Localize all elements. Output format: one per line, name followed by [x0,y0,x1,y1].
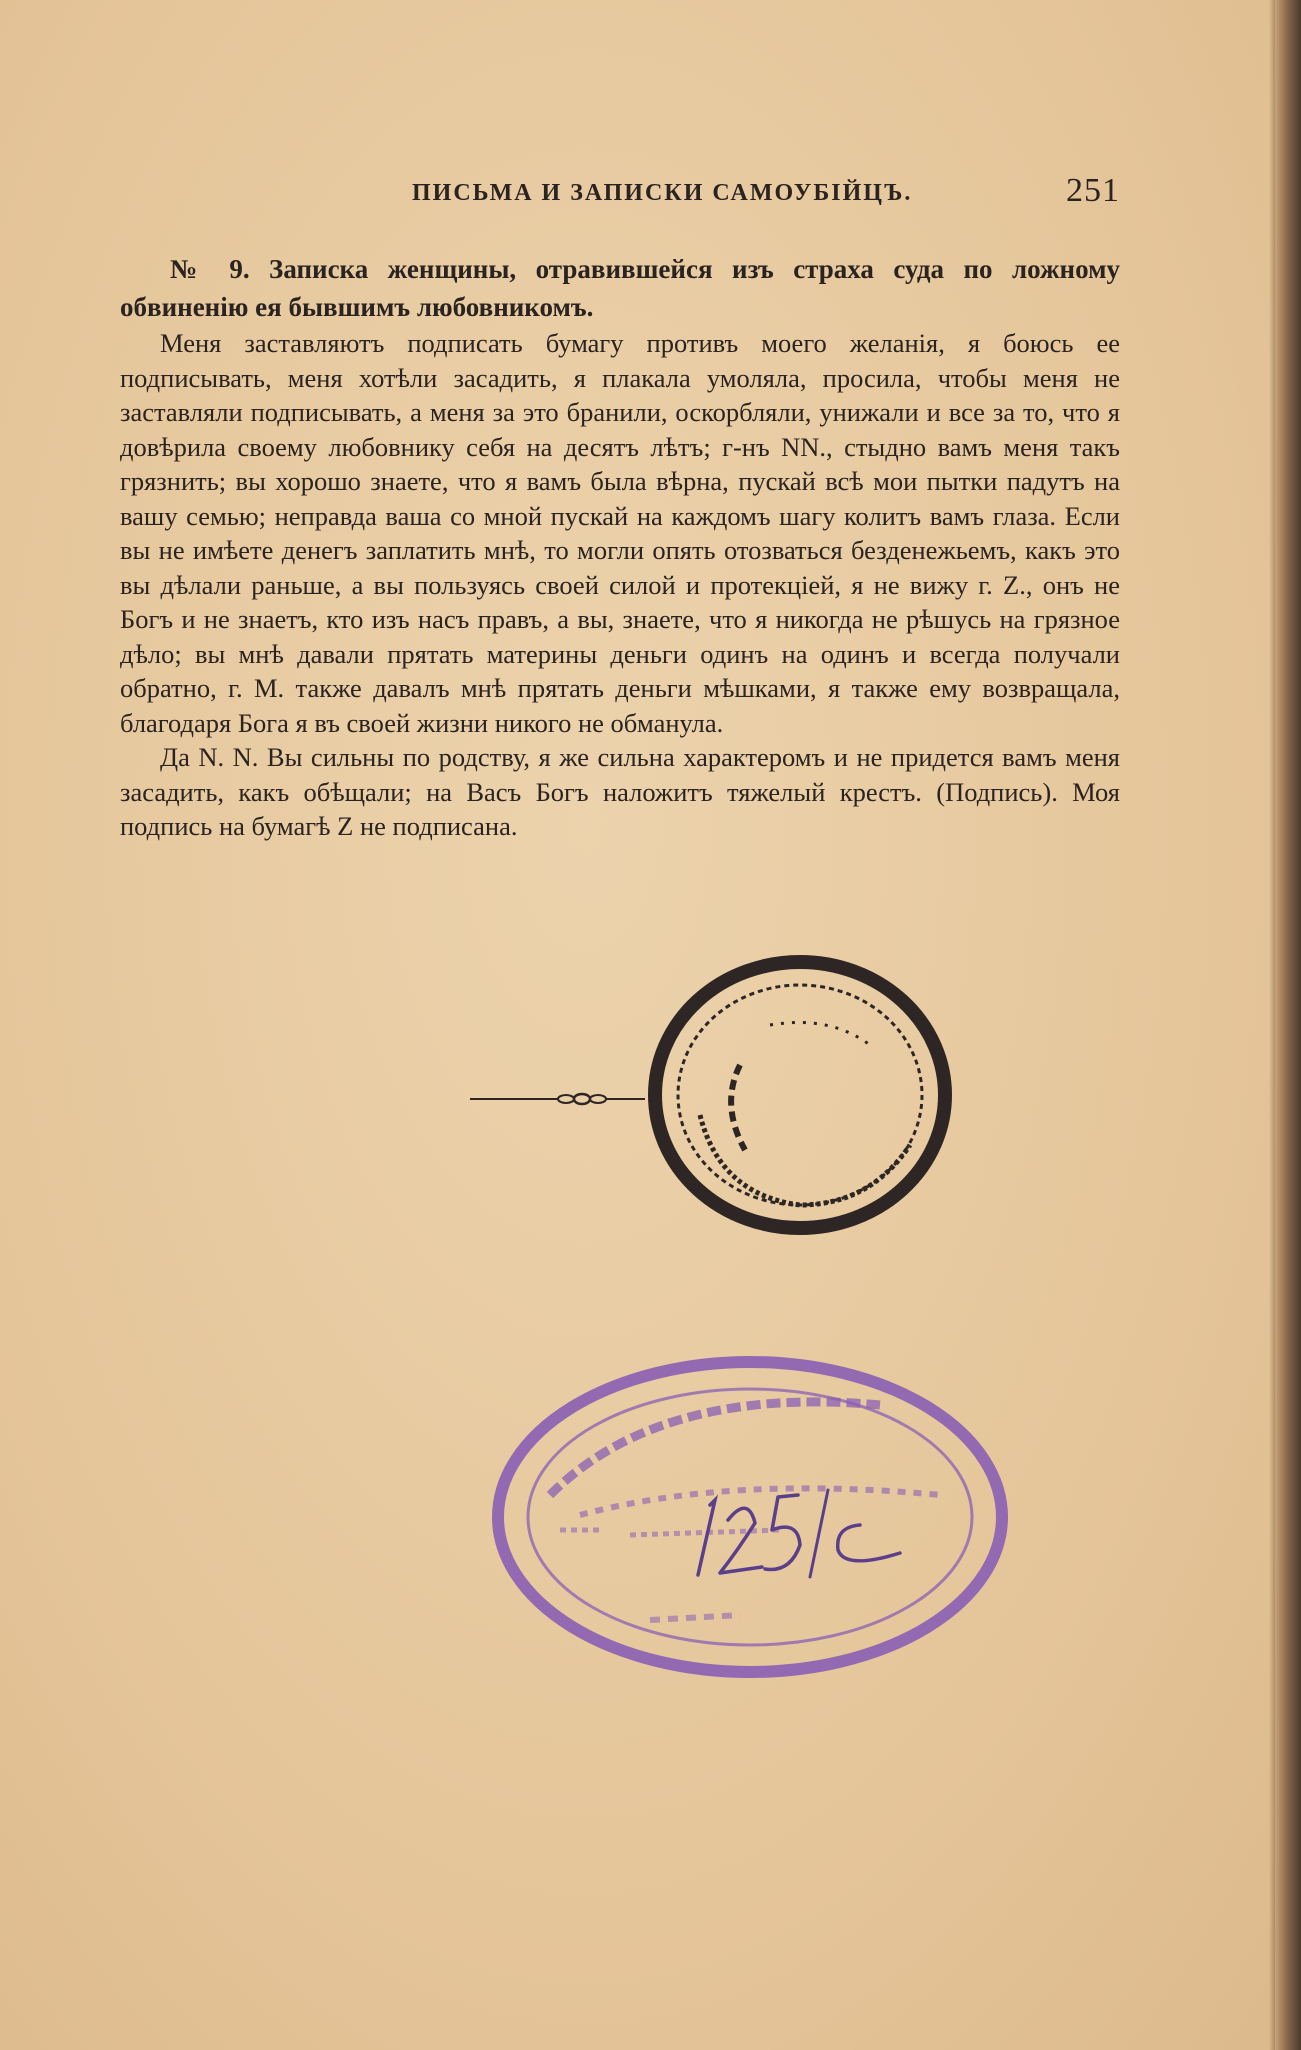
ornamental-line [470,1094,645,1104]
library-round-seal [470,955,1030,1245]
handwritten-stamp-number [698,1490,900,1577]
round-seal [655,962,945,1228]
running-title: ПИСЬМА И ЗАПИСКИ САМОУБІЙЦЪ. [412,180,913,206]
book-spine [1275,0,1301,2050]
paragraph-1: Меня заставляютъ подписать бумагу противъ моего желанія, я боюсь ее подписывать, меня хотѣли засадить, я плакала умоляла, просила, чтобы меня не заставляли подписывать, а меня за это бранили, оскорбляли, унижали и все за то, что я довѣрила своему любовнику себя на десятъ лѣтъ; г-нъ NN., стыдно вамъ меня такъ грязнить; вы хорошо знаете, что я вамъ была вѣрна, пускай всѣ мои пытки падутъ на вашу семью; неправда ваша со мной пускай на каждомъ шагу колитъ вамъ глаза. Если вы не имѣете денегъ заплатить мнѣ, то могли опять отозваться безденежьемъ, какъ это вы дѣлали раньше, а вы пользуясь своей силой и протекціей, я не вижу г. Z., онъ не Богъ и не знаетъ, кто изъ насъ правъ, а вы, знаете, что я никогда не рѣшусь на грязное дѣло; вы мнѣ давали прятать материны деньги одинъ на одинъ и всегда получали обратно, г. M. также давалъ мнѣ прятать деньги мѣшками, я также ему возвращала, благодаря Бога я въ своей жизни никого не обманула. [120,328,1120,738]
running-head [120,172,1120,214]
page-content [120,250,1120,844]
entry-heading: № 9. Записка женщины, отравившейся изъ страха суда по ложному обвиненію ея бывшимъ любовникомъ. [120,254,1120,322]
page-number: 251 [1066,172,1120,209]
library-oval-stamp [480,1345,1020,1695]
paragraph-2: Да N. N. Вы сильны по родству, я же сильна характеромъ и не придется вамъ меня засадить, какъ обѣщали; на Васъ Богъ наложитъ тяжелый крестъ. (Подпись). Моя подпись на бумагѣ Z не подписана. [120,742,1120,841]
